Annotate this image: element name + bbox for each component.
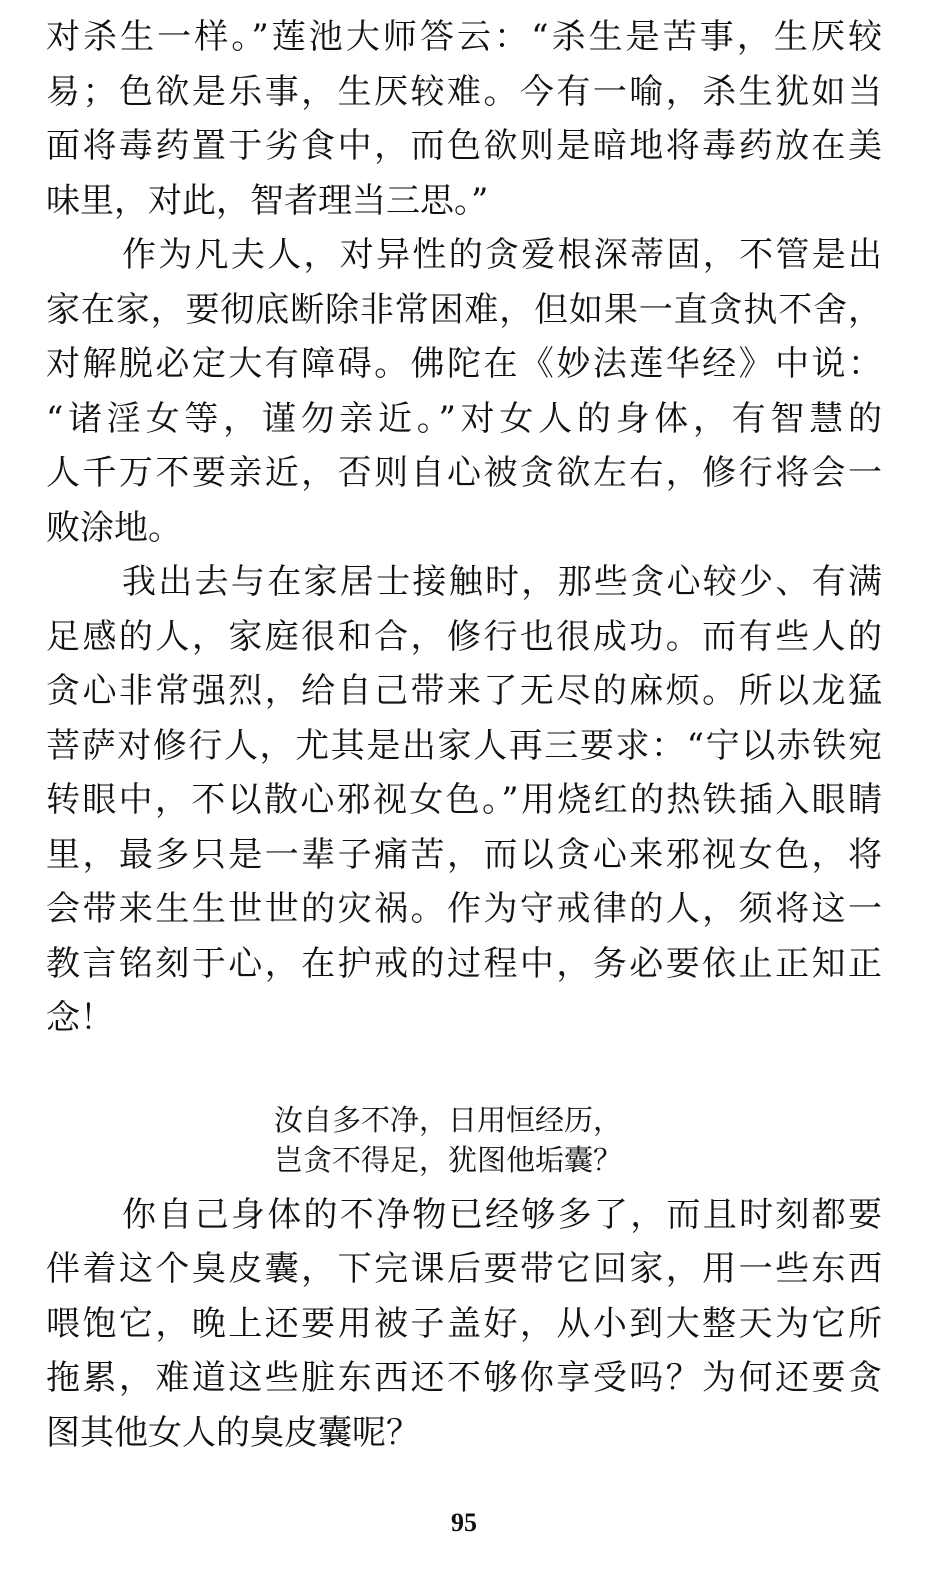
- text-line: 对解脱必定大有障碍。佛陀在《妙法莲华经》中说：: [46, 344, 882, 384]
- text-line: 会带来生生世世的灾祸。作为守戒律的人，须将这一: [46, 889, 882, 929]
- text-line: 易；色欲是乐事，生厌较难。今有一喻，杀生犹如当: [46, 71, 882, 112]
- text-line: 拖累，难道这些脏东西还不够你享受吗？为何还要贪: [46, 1358, 882, 1398]
- main-text: [46, 10, 882, 1460]
- paragraph: [46, 228, 882, 555]
- text-line: 味里，对此，智者理当三思。”: [46, 180, 489, 221]
- section-spacer: [46, 1046, 882, 1100]
- verse-line: 岂贪不得足，犹图他垢囊？: [274, 1142, 623, 1177]
- text-line: 转眼中，不以散心邪视女色。”用烧红的热铁插入眼睛: [46, 780, 882, 820]
- verse-line: 汝自多不净，日用恒经历，: [274, 1102, 623, 1137]
- text-line: 人千万不要亲近，否则自心被贪欲左右，修行将会一: [46, 453, 882, 493]
- text-line: 图其他女人的臭皮囊呢？: [46, 1412, 420, 1453]
- text-line: 对杀生一样。”莲池大师答云：“杀生是苦事，生厌较: [46, 17, 882, 57]
- text-line: 作为凡夫人，对异性的贪爱根深蒂固，不管是出: [122, 235, 882, 275]
- text-line: 里，最多只是一辈子痛苦，而以贪心来邪视女色，将: [46, 834, 882, 875]
- text-line: 家在家，要彻底断除非常困难，但如果一直贪执不舍，: [46, 289, 882, 330]
- verse-block: [46, 1100, 882, 1180]
- text-line: 你自己身体的不净物已经够多了，而且时刻都要: [122, 1194, 882, 1235]
- text-line: 菩萨对修行人，尤其是出家人再三要求：“宁以赤铁宛: [46, 725, 882, 766]
- commentary-paragraph: [46, 1188, 882, 1461]
- text-line: 败涂地。: [46, 507, 182, 548]
- page-number: 95: [451, 1508, 477, 1537]
- paragraph: [46, 10, 882, 228]
- text-line: 喂饱它，晚上还要用被子盖好，从小到大整天为它所: [46, 1303, 882, 1344]
- text-line: 面将毒药置于劣食中，而色欲则是暗地将毒药放在美: [46, 126, 882, 166]
- paragraph: [46, 555, 882, 1046]
- text-line: 念！: [46, 998, 114, 1038]
- text-line: 伴着这个臭皮囊，下完课后要带它回家，用一些东西: [46, 1249, 882, 1289]
- text-line: 教言铭刻于心，在护戒的过程中，务必要依止正知正: [46, 943, 882, 984]
- text-line: “诸淫女等，谨勿亲近。”对女人的身体，有智慧的: [46, 398, 882, 439]
- text-line: 足感的人，家庭很和合，修行也很成功。而有些人的: [46, 616, 882, 657]
- text-line: 我出去与在家居士接触时，那些贪心较少、有满: [122, 562, 882, 602]
- text-line: 贪心非常强烈，给自己带来了无尽的麻烦。所以龙猛: [46, 671, 882, 711]
